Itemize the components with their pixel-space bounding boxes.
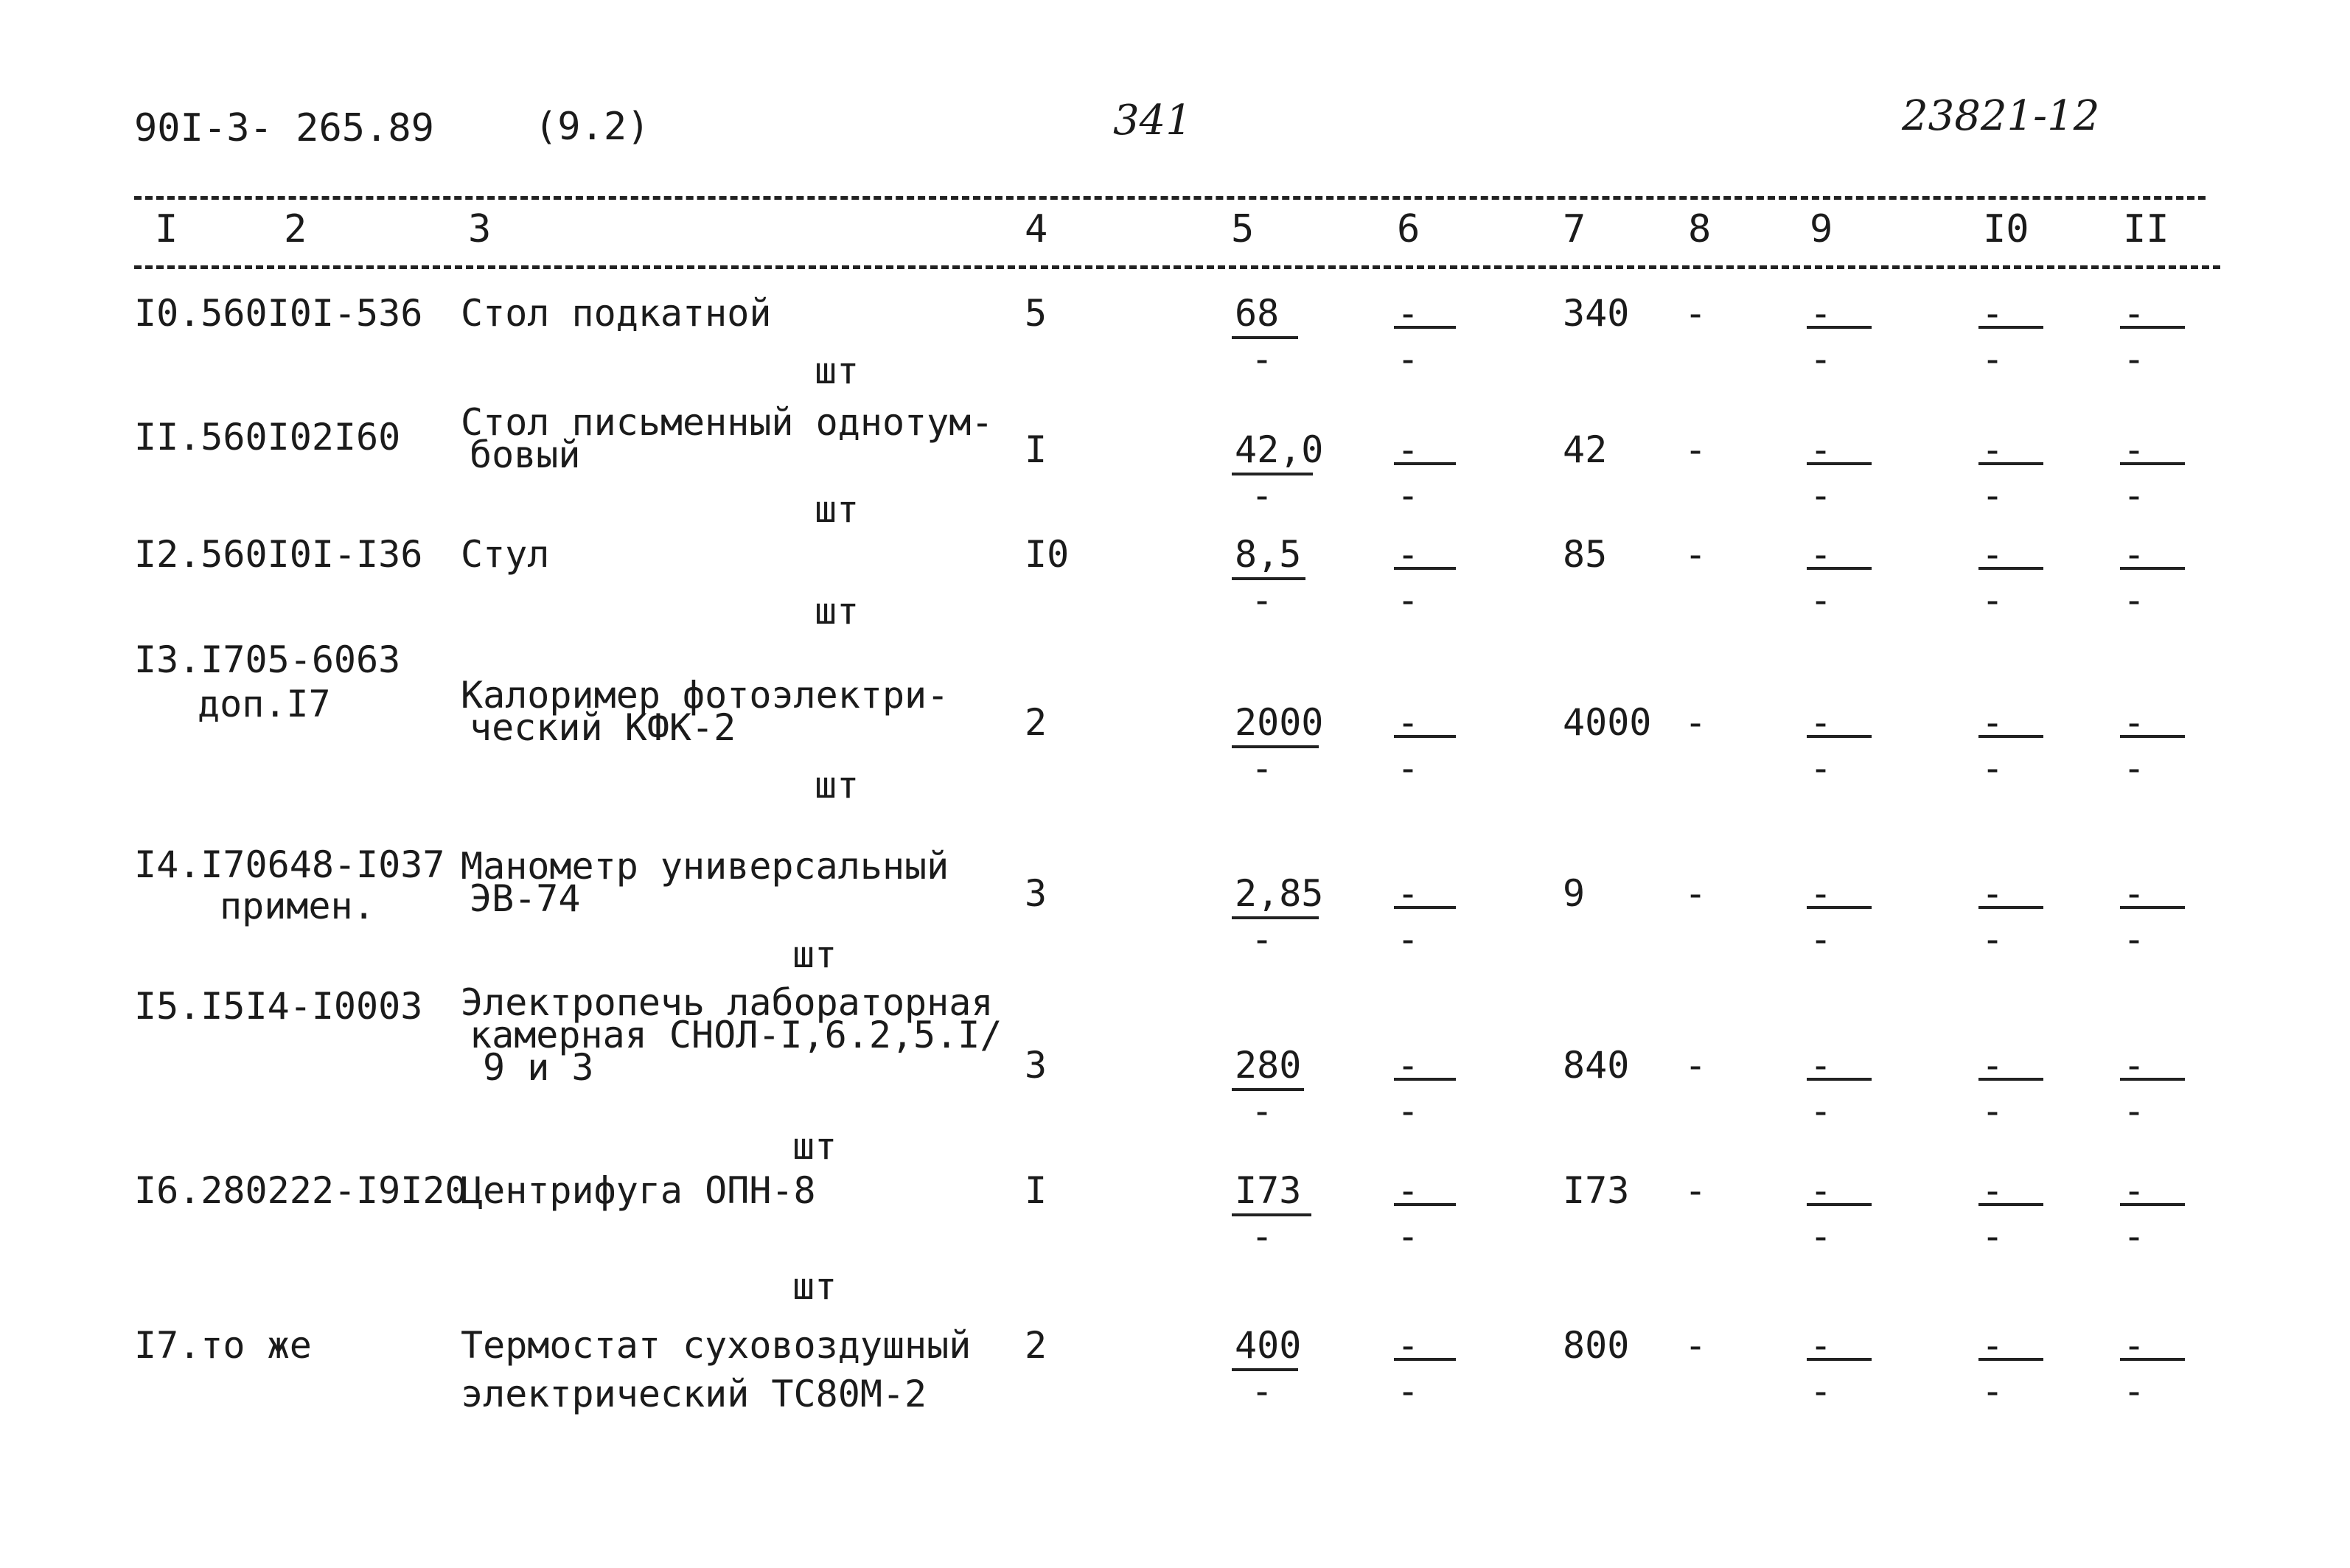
unit-label: шт [792, 933, 837, 976]
col10-underline [1978, 462, 2043, 465]
col6-value: - [1397, 428, 1420, 471]
column-header-7: 7 [1563, 207, 1586, 251]
col6-denominator: - [1397, 474, 1420, 517]
col11-value: - [2123, 701, 2146, 744]
col11-denominator: - [2123, 1215, 2146, 1258]
item-name-line: бовый [470, 433, 581, 476]
col10-denominator: - [1981, 474, 2004, 517]
col8-value: - [1684, 1044, 1707, 1087]
position-code: I5.I5I4-I0003 [134, 985, 423, 1028]
col6-underline [1394, 735, 1456, 738]
price-denominator: - [1251, 579, 1274, 621]
item-name-line: ЭВ-74 [470, 877, 581, 920]
quantity-value: I [1025, 428, 1047, 471]
col9-underline [1807, 1203, 1872, 1206]
col11-underline [2120, 906, 2185, 909]
col6-denominator: - [1397, 747, 1420, 790]
section-number: (9.2) [534, 105, 650, 149]
item-name-line: ческий КФК-2 [470, 706, 736, 749]
col11-underline [2120, 1203, 2185, 1206]
quantity-value: 5 [1025, 292, 1047, 335]
price-value: I73 [1235, 1169, 1302, 1212]
col8-value: - [1684, 701, 1707, 744]
position-code: I4.I70648-I037 [134, 843, 445, 886]
col6-underline [1394, 567, 1456, 570]
col9-denominator: - [1810, 1215, 1833, 1258]
position-note: примен. [220, 885, 375, 927]
col10-denominator: - [1981, 918, 2004, 961]
col9-denominator: - [1810, 918, 1833, 961]
col11-underline [2120, 1358, 2185, 1361]
column-header-9: 9 [1810, 207, 1833, 251]
col10-denominator: - [1981, 1090, 2004, 1132]
price-denominator: - [1251, 1370, 1274, 1412]
col6-value: - [1397, 1324, 1420, 1367]
col10-denominator: - [1981, 747, 2004, 790]
col9-denominator: - [1810, 338, 1833, 380]
col10-denominator: - [1981, 338, 2004, 380]
col9-underline [1807, 735, 1872, 738]
position-code: I7.то же [134, 1324, 312, 1367]
col6-value: - [1397, 872, 1420, 915]
col11-value: - [2123, 1324, 2146, 1367]
col10-value: - [1981, 1324, 2004, 1367]
item-name-line: Манометр универсальный [461, 845, 949, 888]
price-value: 2,85 [1235, 872, 1324, 915]
col11-value: - [2123, 1169, 2146, 1212]
position-code: I0.560I0I-536 [134, 292, 423, 335]
price-denominator: - [1251, 1215, 1274, 1258]
col8-value: - [1684, 1169, 1707, 1212]
col11-denominator: - [2123, 1090, 2146, 1132]
quantity-value: 3 [1025, 872, 1047, 915]
col6-value: - [1397, 533, 1420, 576]
col11-denominator: - [2123, 474, 2146, 517]
document-code: 90I-3- 265.89 [134, 106, 434, 150]
col11-value: - [2123, 872, 2146, 915]
col6-underline [1394, 462, 1456, 465]
item-name-line: Калоример фотоэлектри- [461, 674, 949, 717]
column-header-1: I [155, 207, 178, 251]
col6-denominator: - [1397, 338, 1420, 380]
unit-label: шт [815, 349, 860, 392]
col10-underline [1978, 567, 2043, 570]
item-name-line: 9 и 3 [483, 1046, 594, 1089]
item-name-line: Стул [461, 533, 550, 576]
position-code: II.560I02I60 [134, 416, 401, 459]
col11-denominator: - [2123, 338, 2146, 380]
col11-value: - [2123, 1044, 2146, 1087]
col10-underline [1978, 1078, 2043, 1081]
col9-value: - [1810, 1169, 1833, 1212]
col6-denominator: - [1397, 1090, 1420, 1132]
quantity-value: 2 [1025, 701, 1047, 744]
col8-value: - [1684, 1324, 1707, 1367]
position-code: I6.280222-I9I20 [134, 1169, 467, 1212]
quantity-value: 2 [1025, 1324, 1047, 1367]
col9-underline [1807, 1358, 1872, 1361]
total-value: 800 [1563, 1324, 1630, 1367]
price-value: 8,5 [1235, 533, 1302, 576]
col8-value: - [1684, 872, 1707, 915]
col10-value: - [1981, 1044, 2004, 1087]
col10-value: - [1981, 428, 2004, 471]
total-value: 85 [1563, 533, 1608, 576]
price-value: 42,0 [1235, 428, 1324, 471]
position-code: I2.560I0I-I36 [134, 533, 423, 576]
price-underline [1232, 745, 1319, 748]
col11-denominator: - [2123, 918, 2146, 961]
col11-denominator: - [2123, 747, 2146, 790]
col9-underline [1807, 326, 1872, 329]
col10-underline [1978, 1203, 2043, 1206]
total-value: 9 [1563, 872, 1586, 915]
col6-underline [1394, 906, 1456, 909]
column-header-3: 3 [468, 207, 492, 251]
price-denominator: - [1251, 918, 1274, 961]
sheet-id: 23821-12 [1902, 92, 2100, 140]
col9-denominator: - [1810, 1090, 1833, 1132]
quantity-value: 3 [1025, 1044, 1047, 1087]
item-name-line: камерная СНОЛ-I,6.2,5.I/ [470, 1014, 1003, 1056]
col9-value: - [1810, 872, 1833, 915]
header-top-rule [134, 196, 2206, 200]
col11-underline [2120, 735, 2185, 738]
column-header-11: II [2123, 207, 2169, 251]
col11-denominator: - [2123, 579, 2146, 621]
col10-denominator: - [1981, 1215, 2004, 1258]
total-value: 840 [1563, 1044, 1630, 1087]
col10-underline [1978, 906, 2043, 909]
column-header-6: 6 [1397, 207, 1420, 251]
col11-underline [2120, 1078, 2185, 1081]
col9-value: - [1810, 1324, 1833, 1367]
total-value: I73 [1563, 1169, 1630, 1212]
item-name-line: Стол подкатной [461, 292, 772, 335]
total-value: 4000 [1563, 701, 1652, 744]
col10-denominator: - [1981, 579, 2004, 621]
col6-denominator: - [1397, 918, 1420, 961]
unit-label: шт [815, 488, 860, 531]
column-header-2: 2 [284, 207, 307, 251]
column-header-5: 5 [1231, 207, 1255, 251]
col11-underline [2120, 567, 2185, 570]
col8-value: - [1684, 533, 1707, 576]
col9-value: - [1810, 701, 1833, 744]
col9-value: - [1810, 428, 1833, 471]
item-name-line: Стол письменный однотум- [461, 401, 994, 444]
price-value: 280 [1235, 1044, 1302, 1087]
col10-underline [1978, 735, 2043, 738]
unit-label: шт [815, 764, 860, 806]
col10-value: - [1981, 533, 2004, 576]
price-value: 400 [1235, 1324, 1302, 1367]
col10-underline [1978, 326, 2043, 329]
col11-denominator: - [2123, 1370, 2146, 1412]
price-value: 68 [1235, 292, 1280, 335]
col6-value: - [1397, 1169, 1420, 1212]
price-denominator: - [1251, 1090, 1274, 1132]
col10-value: - [1981, 701, 2004, 744]
col9-denominator: - [1810, 1370, 1833, 1412]
col6-underline [1394, 1078, 1456, 1081]
col11-value: - [2123, 292, 2146, 335]
col9-value: - [1810, 1044, 1833, 1087]
col9-underline [1807, 567, 1872, 570]
unit-label: шт [815, 590, 860, 633]
col9-underline [1807, 462, 1872, 465]
col10-denominator: - [1981, 1370, 2004, 1412]
col9-denominator: - [1810, 474, 1833, 517]
total-value: 42 [1563, 428, 1608, 471]
col6-value: - [1397, 701, 1420, 744]
position-note: доп.I7 [198, 683, 331, 725]
column-header-8: 8 [1688, 207, 1712, 251]
col6-value: - [1397, 292, 1420, 335]
col6-denominator: - [1397, 1215, 1420, 1258]
price-denominator: - [1251, 474, 1274, 517]
quantity-value: I [1025, 1169, 1047, 1212]
col11-underline [2120, 326, 2185, 329]
unit-label: шт [792, 1265, 837, 1308]
col6-denominator: - [1397, 579, 1420, 621]
col6-value: - [1397, 1044, 1420, 1087]
position-code: I3.I705-6063 [134, 638, 401, 681]
col9-denominator: - [1810, 579, 1833, 621]
col11-value: - [2123, 533, 2146, 576]
col10-value: - [1981, 1169, 2004, 1212]
column-header-4: 4 [1025, 207, 1048, 251]
item-name-line: Термостат суховоздушный [461, 1324, 972, 1367]
column-header-10: I0 [1983, 207, 2029, 251]
col10-value: - [1981, 872, 2004, 915]
col10-value: - [1981, 292, 2004, 335]
item-name-line: Электропечь лабораторная [461, 981, 994, 1024]
header-bottom-rule [134, 265, 2220, 269]
col9-denominator: - [1810, 747, 1833, 790]
col8-value: - [1684, 292, 1707, 335]
quantity-value: I0 [1025, 533, 1070, 576]
item-name-line: электрический ТС80М-2 [461, 1373, 927, 1415]
col6-underline [1394, 1358, 1456, 1361]
col8-value: - [1684, 428, 1707, 471]
price-underline [1232, 916, 1319, 919]
price-denominator: - [1251, 338, 1274, 380]
col11-value: - [2123, 428, 2146, 471]
col9-underline [1807, 906, 1872, 909]
total-value: 340 [1563, 292, 1630, 335]
col6-denominator: - [1397, 1370, 1420, 1412]
price-denominator: - [1251, 747, 1274, 790]
unit-label: шт [792, 1125, 837, 1168]
item-name-line: Центрифуга ОПН-8 [461, 1169, 816, 1212]
col11-underline [2120, 462, 2185, 465]
col10-underline [1978, 1358, 2043, 1361]
col6-underline [1394, 1203, 1456, 1206]
price-value: 2000 [1235, 701, 1324, 744]
col9-value: - [1810, 292, 1833, 335]
page-number: 341 [1113, 97, 1192, 144]
col9-underline [1807, 1078, 1872, 1081]
col9-value: - [1810, 533, 1833, 576]
col6-underline [1394, 326, 1456, 329]
